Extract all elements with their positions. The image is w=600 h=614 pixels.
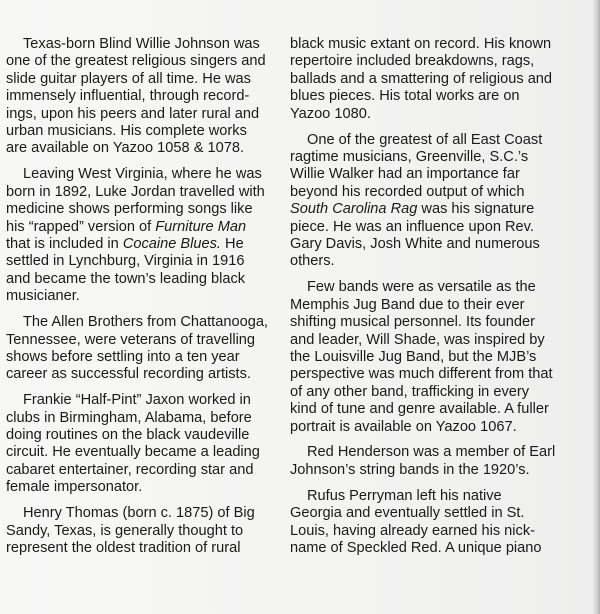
- text-line: portrait is available on Yazoo 1067.: [290, 418, 517, 435]
- text-line: Frankie “Half-Pint” Jaxon worked in: [23, 392, 251, 409]
- text-fragment: He: [221, 235, 244, 252]
- text-line: One of the greatest of all East Coast: [307, 131, 543, 148]
- text-line: Sandy, Texas, is generally thought to: [6, 522, 244, 539]
- paragraph-red-henderson: [290, 444, 558, 479]
- song-title-south-carolina-rag: South Carolina Rag: [290, 201, 418, 218]
- text-line: the Louisville Jug Band, but the MJB’s: [290, 348, 537, 365]
- text-line: ragtime musicians, Greenville, S.C.’s: [290, 148, 529, 165]
- text-line: [273, 201, 558, 218]
- page-edge-shadow: [592, 0, 600, 614]
- text-line: [0, 219, 274, 236]
- text-line: shifting musical personnel. Its founder: [290, 314, 535, 331]
- text-line: Texas-born Blind Willie Johnson was: [23, 36, 260, 52]
- right-column: [290, 36, 558, 566]
- paragraph-henry-thomas-continued: [290, 36, 558, 123]
- text-line: beyond his recorded output of which: [290, 183, 525, 200]
- text-line: Yazoo 1080.: [290, 105, 371, 122]
- text-line: Leaving West Virginia, where he was: [23, 166, 262, 183]
- text-line: settled in Lynchburg, Virginia in 1916: [6, 253, 245, 270]
- text-line: are available on Yazoo 1058 & 1078.: [6, 140, 245, 157]
- text-line: kind of tune and genre available. A fuller: [290, 401, 549, 418]
- text-line: Gary Davis, Josh White and numerous: [290, 235, 540, 252]
- text-fragment: was his signature: [417, 201, 535, 218]
- text-line: represent the oldest tradition of rural: [6, 539, 241, 556]
- text-line: of any other band, trafficking in every: [290, 383, 530, 400]
- text-fragment: his “rapped” version of: [6, 218, 156, 235]
- paragraph-frankie-jaxon: [6, 392, 274, 496]
- text-line: Red Henderson was a member of Earl: [307, 444, 556, 461]
- paragraph-henry-thomas: [6, 505, 274, 557]
- text-line: ings, upon his peers and later rural and: [6, 105, 260, 122]
- text-line: female impersonator.: [6, 479, 143, 496]
- paragraph-luke-jordan: [6, 166, 274, 305]
- text-line: [0, 236, 274, 253]
- text-line: Memphis Jug Band due to their ever: [290, 296, 525, 313]
- text-line: perspective was much different from that: [290, 366, 553, 383]
- text-line: urban musicians. His complete works: [6, 123, 247, 140]
- text-line: shows before settling into a ten year: [6, 348, 240, 365]
- song-title-furniture-man: Furniture Man: [155, 218, 247, 235]
- text-line: Few bands were as versatile as the: [307, 279, 536, 296]
- text-line: ballads and a smattering of religious and: [290, 70, 553, 87]
- text-line: Henry Thomas (born c. 1875) of Big: [23, 505, 255, 522]
- text-line: musicianer.: [6, 288, 80, 305]
- text-line: doing routines on the black vaudeville: [6, 427, 250, 444]
- paragraph-memphis-jug-band: [290, 279, 558, 436]
- text-line: black music extant on record. His known: [290, 36, 552, 52]
- text-line: name of Speckled Red. A unique piano: [290, 539, 542, 556]
- text-line: Georgia and eventually settled in St.: [290, 505, 525, 522]
- text-line: Tennessee, were veterans of travelling: [6, 331, 256, 348]
- text-line: Louis, having already earned his nick-: [290, 522, 535, 539]
- text-line: piece. He was an influence upon Rev.: [290, 218, 534, 235]
- text-line: and became the town’s leading black: [6, 270, 246, 287]
- paragraph-blind-willie-johnson: [6, 36, 274, 158]
- text-line: circuit. He eventually became a leading: [6, 444, 260, 461]
- paragraph-rufus-perryman: [290, 488, 558, 558]
- text-line: others.: [290, 253, 335, 270]
- text-line: one of the greatest religious singers and: [6, 53, 266, 70]
- text-line: Johnson’s string bands in the 1920’s.: [290, 461, 530, 478]
- text-line: career as successful recording artists.: [6, 366, 251, 383]
- text-line: repertoire included breakdowns, rags,: [290, 53, 535, 70]
- album-title-cocaine-blues: Cocaine Blues.: [122, 235, 221, 252]
- left-column: [6, 36, 274, 566]
- paragraph-allen-brothers: [6, 314, 274, 384]
- text-fragment: that is included in: [6, 235, 123, 252]
- text-line: cabaret entertainer, recording star and: [6, 461, 254, 478]
- text-line: Willie Walker had an importance far: [290, 166, 520, 183]
- text-line: The Allen Brothers from Chattanooga,: [23, 314, 268, 331]
- paragraph-willie-walker: [290, 132, 558, 271]
- text-line: immensely influential, through record-: [6, 88, 250, 105]
- text-line: blues pieces. His total works are on: [290, 88, 520, 105]
- text-line: born in 1892, Luke Jordan travelled with: [6, 183, 265, 200]
- text-line: clubs in Birmingham, Alabama, before: [6, 409, 252, 426]
- text-line: slide guitar players of all time. He was: [6, 70, 251, 87]
- text-line: and leader, Will Shade, was inspired by: [290, 331, 545, 348]
- text-line: Rufus Perryman left his native: [307, 487, 502, 504]
- text-line: medicine shows performing songs like: [6, 201, 253, 218]
